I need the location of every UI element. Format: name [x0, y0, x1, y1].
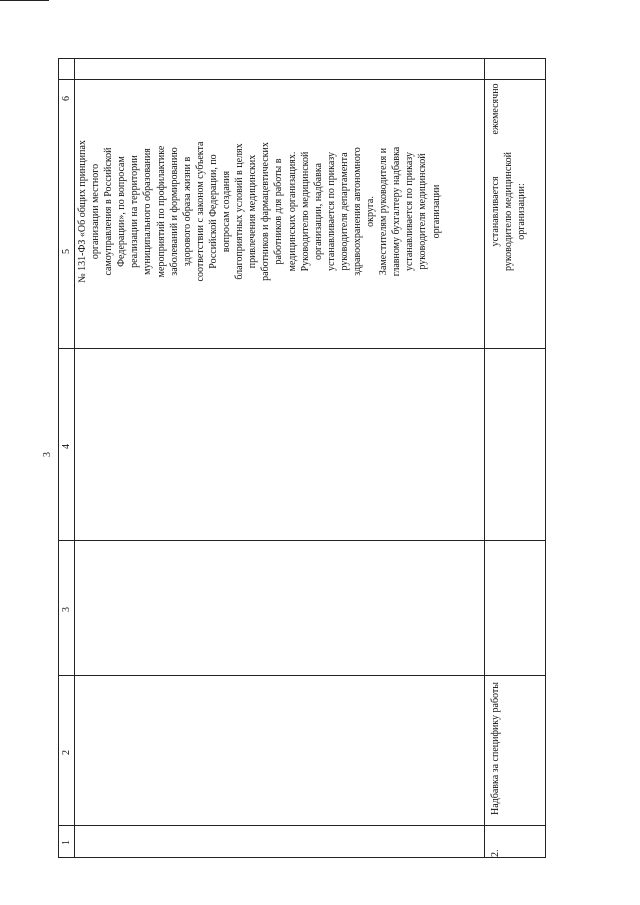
col5-main-line: Руководителю медицинской: [299, 151, 311, 272]
col5-main-line: работников и фармацевтических: [260, 142, 272, 281]
col5-main-line: № 131-ФЗ «Об общих принципах: [77, 140, 88, 283]
col5-main-line: благоприятных условий в целях: [234, 143, 246, 280]
col5-main-line: руководителя медицинской: [417, 153, 429, 270]
col5-main-line: Федерации», по вопросам: [116, 156, 128, 267]
col5-main-line: реализации на территории: [129, 155, 141, 268]
page-number: 3: [42, 452, 53, 457]
col5-main-line: организации местного: [90, 163, 102, 260]
col-divider-2-1: [59, 825, 545, 826]
col5-main-line: работников для работы в: [273, 158, 285, 265]
header-col-5: 5: [61, 249, 72, 254]
row-divider: [484, 59, 485, 857]
col5-main-line: Заместителям руководителя и: [378, 147, 390, 276]
col5-row2-line: организации:: [516, 183, 528, 240]
col5-row2-line: руководителю медицинской: [503, 151, 515, 272]
col5-main-line: самоуправления в Российской: [103, 147, 115, 276]
col5-main-line: округа.: [365, 196, 377, 227]
col5-main-line: организации: [430, 184, 442, 239]
rotated-table: [58, 58, 546, 858]
row-index: 2.: [490, 849, 501, 857]
col-divider-5-4: [59, 348, 545, 349]
col5-continuation-text: [76, 79, 443, 344]
col5-row2-line: устанавливается: [490, 176, 501, 247]
col5-main-line: соответствии с законом субъекта: [194, 141, 206, 282]
col5-main-line: муниципального образования: [142, 148, 154, 275]
col5-main-line: руководителя департамента: [338, 152, 350, 271]
header-col-2: 2: [61, 750, 72, 755]
col5-main-line: вопросам создания: [221, 170, 233, 253]
col-divider-4-3: [59, 540, 545, 541]
header-col-6: 6: [61, 96, 72, 101]
col5-main-line: устанавливается по приказу: [404, 151, 416, 272]
col5-main-line: заболеваний и формированию: [168, 147, 180, 276]
periodicity: ежемесячно: [490, 83, 501, 135]
top-rule: [0, 0, 49, 1]
col5-main-line: привлечения медицинских: [247, 154, 259, 269]
header-col-1: 1: [61, 840, 72, 845]
col5-main-line: мероприятий по профилактике: [155, 145, 167, 278]
col5-main-line: здорового образа жизни в: [181, 156, 193, 267]
col5-main-line: Российской Федерации, по: [207, 154, 219, 269]
header-col-4: 4: [61, 444, 72, 449]
col5-main-line: здравоохранения автономного: [351, 147, 363, 276]
header-row-divider: [74, 59, 75, 857]
col5-main-line: устанавливается по приказу: [325, 151, 337, 272]
col5-main-line: главному бухгалтеру надбавка: [391, 146, 403, 277]
col5-main-line: медицинских организациях.: [286, 151, 298, 272]
col-divider-3-2: [59, 675, 545, 676]
header-col-3: 3: [61, 607, 72, 612]
col5-main-line: организации, надбавка: [312, 163, 324, 260]
row-name: Надбавка за специфику работы: [490, 682, 501, 815]
